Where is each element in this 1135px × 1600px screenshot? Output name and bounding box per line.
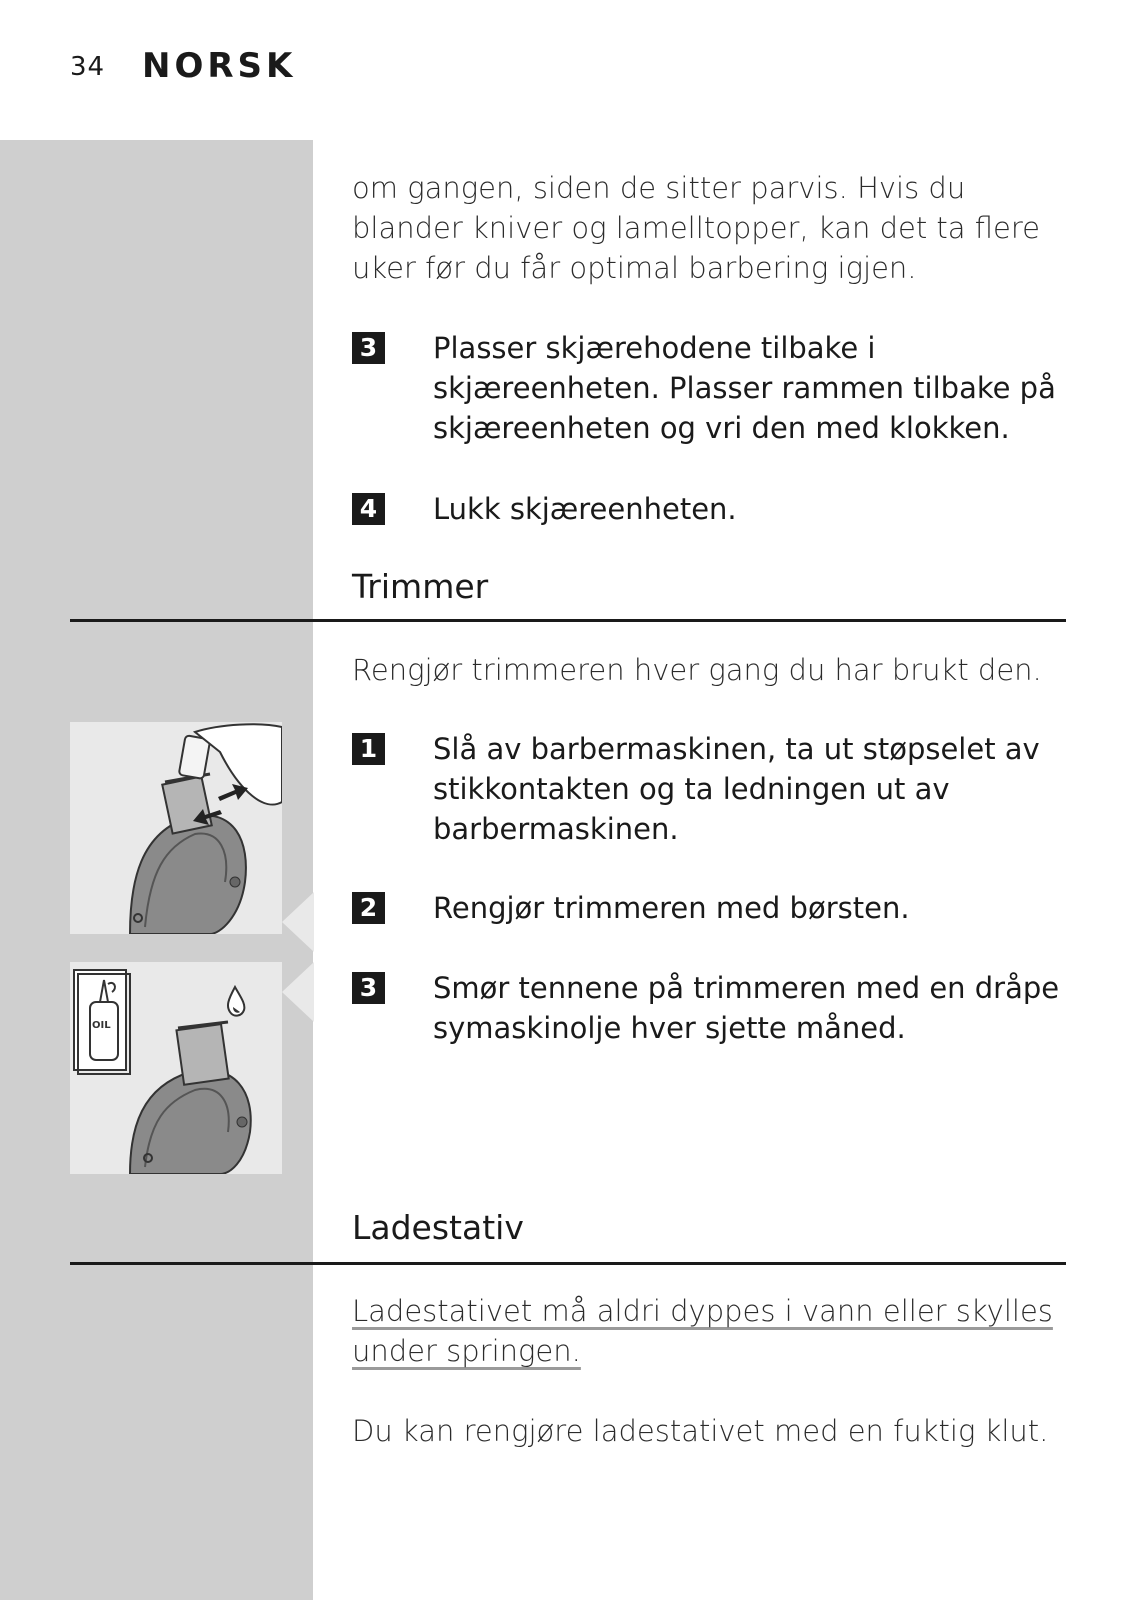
page-number: 34 xyxy=(70,52,106,82)
shaver-brush-icon xyxy=(70,722,282,934)
illustration-pointer xyxy=(282,962,314,1022)
step-text: Lukk skjæreenheten. xyxy=(433,492,737,526)
section-title-ladestativ: Ladestativ xyxy=(352,1208,524,1247)
ladestativ-warning: Ladestativet må aldri dyppes i vann eller skylles under springen. xyxy=(352,1294,1053,1368)
section-divider xyxy=(70,1262,1066,1265)
step-number: 3 xyxy=(352,972,385,1004)
step-text: Plasser skjærehodene tilbake i skjæreenheten. Plasser rammen tilbake på skjæreenheten og vri den med klokken. xyxy=(433,331,1056,445)
step-text: Slå av barbermaskinen, ta ut støpselet av stikkontakten og ta ledningen ut av barbermaskinen. xyxy=(433,732,1040,846)
section-divider xyxy=(70,619,1066,622)
language-heading: NORSK xyxy=(142,46,297,86)
trimmer-intro: Rengjør trimmeren hver gang du har brukt den. xyxy=(352,653,1042,687)
shaver-oil-icon xyxy=(70,962,282,1174)
step-text: Smør tennene på trimmeren med en dråpe symaskinolje hver sjette måned. xyxy=(433,971,1060,1045)
section-title-trimmer: Trimmer xyxy=(352,567,489,606)
ladestativ-warning-wrap xyxy=(352,1291,1072,1371)
intro-paragraph: om gangen, siden de sitter parvis. Hvis du blander kniver og lamelltopper, kan det ta flere uker før du får optimal barbering igjen. xyxy=(352,171,1040,285)
step-number: 1 xyxy=(352,733,385,765)
step-text: Rengjør trimmeren med børsten. xyxy=(433,891,910,925)
trimmer-brush-illustration xyxy=(70,722,282,934)
ladestativ-text: Du kan rengjøre ladestativet med en fuktig klut. xyxy=(352,1414,1049,1448)
step-number: 3 xyxy=(352,332,385,364)
step-number: 4 xyxy=(352,493,385,525)
trimmer-oil-illustration xyxy=(70,962,282,1174)
illustration-pointer xyxy=(282,892,314,952)
oil-bottle-label: OIL xyxy=(92,1020,111,1031)
step-number: 2 xyxy=(352,892,385,924)
